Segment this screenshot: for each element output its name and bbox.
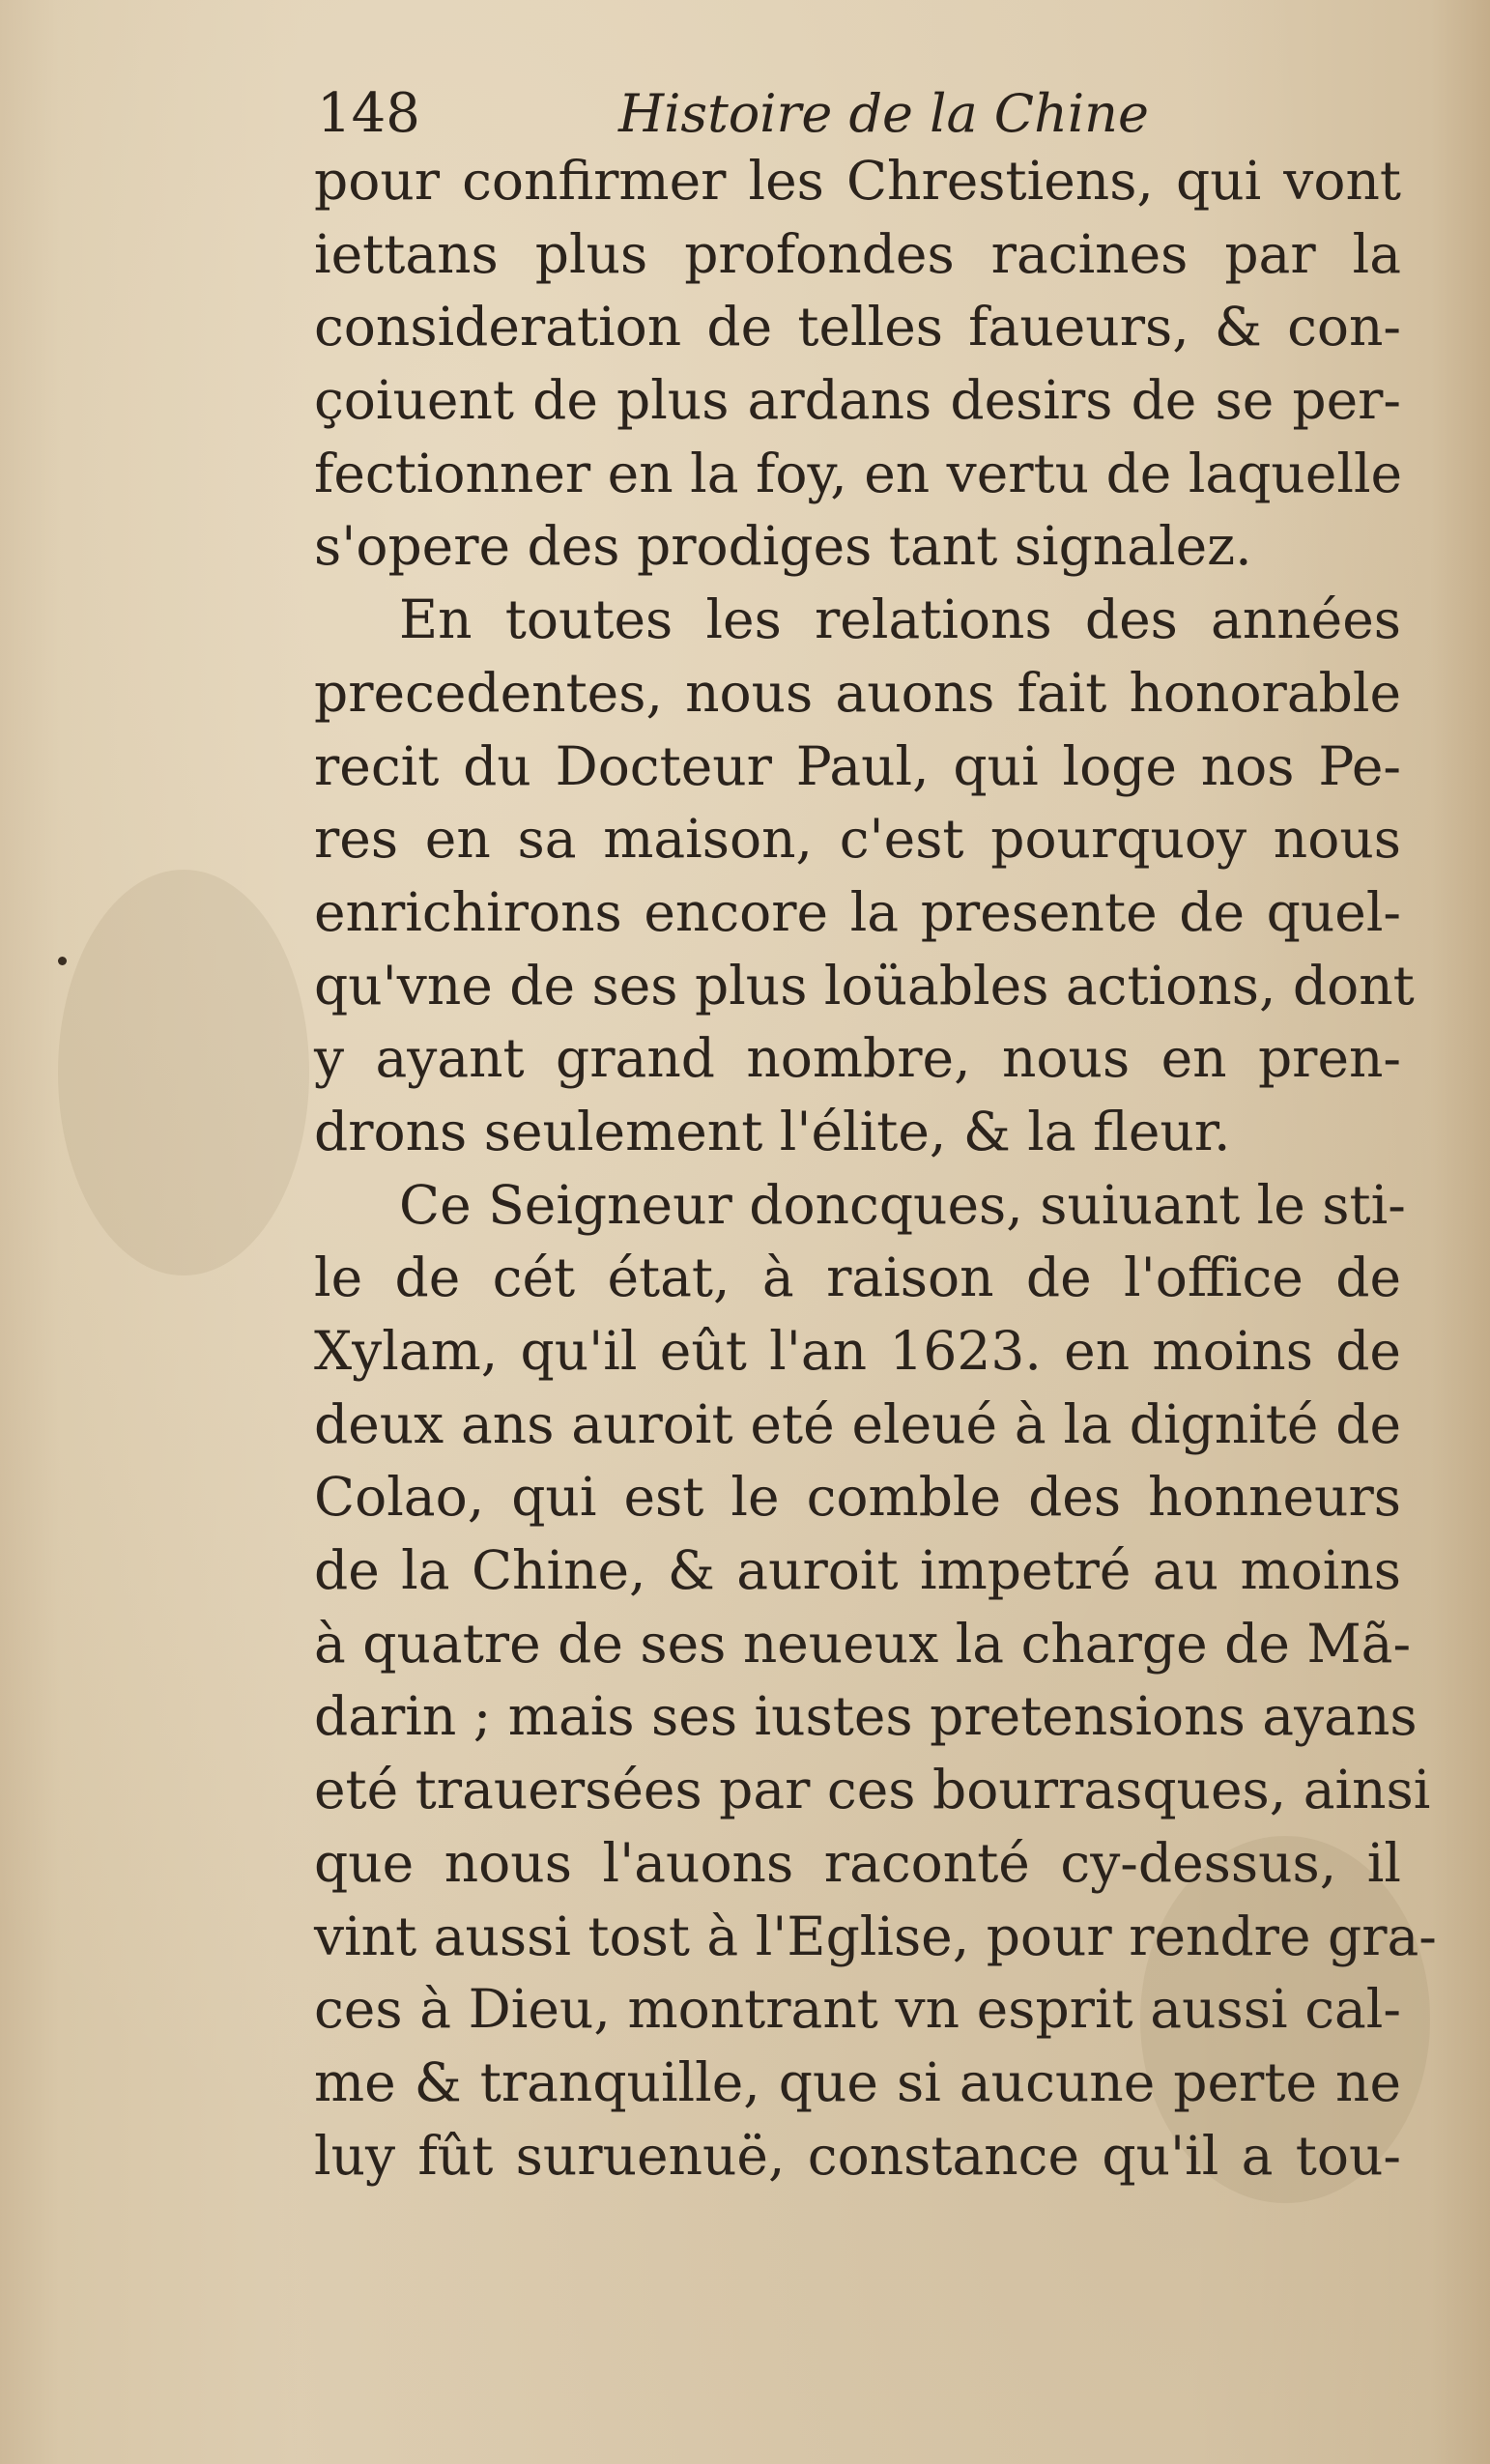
text-line: çoiuent de plus ardans desirs de se per- xyxy=(314,369,1401,432)
text-line: recit du Docteur Paul, qui loge nos Pe- xyxy=(314,734,1401,797)
text-line: deux ans auroit eté eleué à la dignité de xyxy=(314,1392,1401,1455)
text-line: que nous l'auons raconté cy-dessus, il xyxy=(314,1831,1401,1894)
text-line: ces à Dieu, montrant vn esprit aussi cal- xyxy=(314,1978,1401,2041)
page-number: 148 xyxy=(317,82,420,145)
text-line: le de cét état, à raison de l'office de xyxy=(314,1246,1401,1309)
text-line: consideration de telles faueurs, & con- xyxy=(314,296,1401,358)
text-line: Xylam, qu'il eût l'an 1623. en moins de xyxy=(314,1320,1401,1382)
text-line: pour confirmer les Chrestiens, qui vont xyxy=(314,150,1401,212)
text-line: à quatre de ses neueux la charge de Mã- xyxy=(314,1612,1412,1675)
text-line: vint aussi tost à l'Eglise, pour rendre gra- xyxy=(314,1905,1437,1967)
text-line: qu'vne de ses plus loüables actions, dont xyxy=(314,954,1415,1017)
text-line: me & tranquille, que si aucune perte ne xyxy=(314,2050,1401,2113)
running-title: Histoire de la Chine xyxy=(618,83,1149,144)
text-line: Ce Seigneur doncques, suiuant le sti- xyxy=(399,1173,1406,1236)
text-line: y ayant grand nombre, nous en pren- xyxy=(314,1027,1401,1090)
text-line: Colao, qui est le comble des honneurs xyxy=(314,1466,1401,1529)
text-line: fectionner en la foy, en vertu de laquelle xyxy=(314,442,1403,504)
text-line: enrichirons encore la presente de quel- xyxy=(314,880,1401,943)
text-line: iettans plus profondes racines par la xyxy=(314,222,1401,285)
ink-speck xyxy=(58,957,67,965)
text-line: drons seulement l'élite, & la fleur. xyxy=(314,1100,1231,1162)
body-text xyxy=(314,145,1437,2192)
text-line: precedentes, nous auons fait honorable xyxy=(314,661,1401,724)
text-line: eté trauersées par ces bourrasques, ainsi xyxy=(314,1759,1431,1821)
text-line: res en sa maison, c'est pourquoy nous xyxy=(314,808,1401,871)
text-line: luy fût suruenuë, constance qu'il a tou- xyxy=(314,2124,1401,2187)
text-line: de la Chine, & auroit impetré au moins xyxy=(314,1539,1401,1602)
text-line: En toutes les relations des années xyxy=(399,588,1401,651)
page-header xyxy=(317,75,1187,153)
paper-stain xyxy=(58,870,309,1275)
text-line: darin ; mais ses iustes pretensions ayans xyxy=(314,1685,1418,1748)
text-line: s'opere des prodiges tant signalez. xyxy=(314,515,1252,578)
